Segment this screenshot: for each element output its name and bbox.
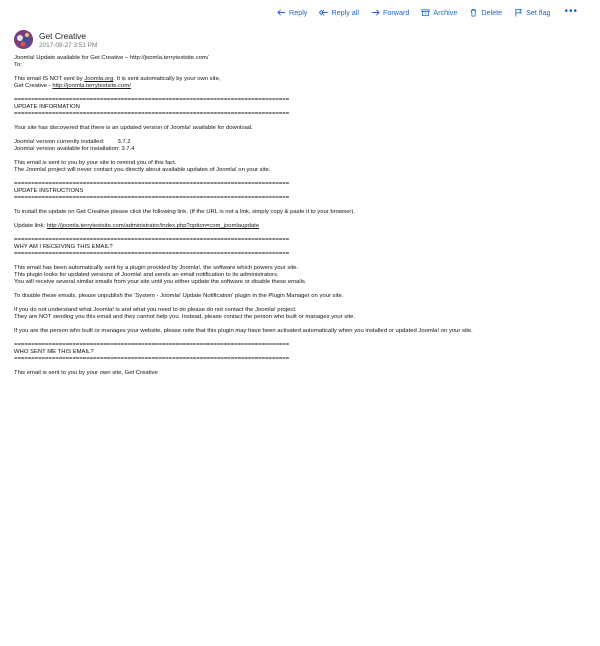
- archive-button[interactable]: [421, 8, 457, 17]
- why-text-2: This plugin looks for updated versions of Joomla! and sends an email notification to its administrators.: [14, 271, 279, 278]
- divider: ================================================================================: [14, 250, 290, 257]
- reply-all-label: Reply all: [331, 7, 359, 17]
- avatar[interactable]: [14, 30, 33, 49]
- joomla-org-link[interactable]: Joomla.org: [84, 75, 114, 82]
- remind-text: This email is sent to you by your site to remind you of this fact.: [14, 159, 177, 166]
- heading-why: WHY AM I RECEIVING THIS EMAIL?: [14, 243, 113, 250]
- why-text-1: This email has been automatically sent by a plugin provided by Joomla!, the software which powers your site.: [14, 264, 299, 271]
- trash-icon: [469, 8, 478, 17]
- archive-box-icon: [421, 8, 430, 17]
- intro-line-1: [14, 76, 584, 83]
- reply-arrow-icon: [277, 8, 286, 17]
- more-actions-button[interactable]: •••: [564, 6, 578, 17]
- installed-version: Joomla! version currently installed: 3.7.2: [14, 138, 131, 145]
- intro-text-3: Get Creative -: [14, 83, 53, 90]
- to-label: To:: [14, 62, 22, 69]
- heading-update-information: UPDATE INFORMATION: [14, 104, 80, 111]
- reply-all-icon: [319, 8, 328, 17]
- intro-text: This email IS NOT sent by: [14, 75, 85, 82]
- forward-label: Forward: [382, 7, 410, 17]
- install-text: To install the update on Get Creative please click the following link. (If the URL is not a link, simply copy & paste it to your browser).: [14, 208, 355, 215]
- update-link-line: [14, 223, 584, 230]
- intro-line-2: [14, 83, 584, 90]
- divider: ================================================================================: [14, 236, 290, 243]
- flag-icon: [514, 8, 523, 17]
- message-body: [14, 55, 584, 377]
- why-text-3: You will receive several similar emails from your site until you either update the software or disable these emails.: [14, 279, 307, 286]
- available-version: Joomla! version available for installation: 3.7.4: [14, 146, 135, 153]
- message-toolbar: [0, 0, 600, 24]
- set-flag-label: Set flag: [526, 7, 551, 17]
- forward-arrow-icon: [371, 8, 380, 17]
- update-link[interactable]: http://joomla.terrytestsite.com/administrator/index.php?option=com_joomlaupdate: [46, 222, 260, 229]
- never-contact-text: The Joomla! project will never contact you directly about available updates of Joomla! on your site.: [14, 167, 271, 174]
- archive-label: Archive: [433, 7, 458, 17]
- divider: ================================================================================: [14, 111, 290, 118]
- message-date: 2017-09-27 3:51 PM: [39, 42, 98, 49]
- reply-label: Reply: [289, 7, 308, 17]
- dont-contact-text-1: If you do not understand what Joomla! is and what you need to do please do not contact the Joomla! project.: [14, 306, 297, 313]
- sender-name[interactable]: Get Creative: [39, 31, 87, 41]
- heading-update-instructions: UPDATE INSTRUCTIONS: [14, 188, 84, 194]
- heading-who: WHO SENT ME THIS EMAIL?: [14, 348, 94, 355]
- sender-avatar-image: [14, 30, 33, 49]
- forward-button[interactable]: [371, 8, 409, 17]
- divider: ================================================================================: [14, 96, 290, 103]
- update-link-label: Update link:: [14, 222, 47, 229]
- discovered-text: Your site has discovered that there is an updated version of Joomla! available for download.: [14, 125, 253, 132]
- intro-text-2: . It is sent automatically by your own site,: [113, 75, 221, 82]
- site-link[interactable]: http://joomla.terrytestsite.com/: [52, 83, 131, 90]
- reply-all-button[interactable]: [319, 8, 359, 17]
- divider: ================================================================================: [14, 355, 290, 362]
- divider: ================================================================================: [14, 341, 290, 348]
- dont-contact-text-2: They are NOT sending you this email and they cannot help you. Instead, please contact the person who built or manages your site.: [14, 313, 356, 320]
- reply-button[interactable]: [277, 8, 307, 17]
- delete-label: Delete: [481, 7, 503, 17]
- message-subject: Joomla! Update available for Get Creative – http://joomla.terrytestsite.com/: [14, 55, 209, 61]
- disable-text: To disable these emails, please unpublish the 'System - Joomla! Update Notification' plugin in the Plugin Manager on your site.: [14, 292, 344, 299]
- who-text: This email is sent to you by your own site, Get Creative: [14, 369, 158, 376]
- divider: ================================================================================: [14, 195, 290, 202]
- message-header: [14, 30, 97, 50]
- person-text: If you are the person who built or manages your website, please note that this plugin may have been activated automatically when you installed or updated Joomla! on your site.: [14, 327, 473, 334]
- delete-button[interactable]: [469, 8, 502, 17]
- divider: ================================================================================: [14, 180, 290, 187]
- set-flag-button[interactable]: [514, 8, 550, 17]
